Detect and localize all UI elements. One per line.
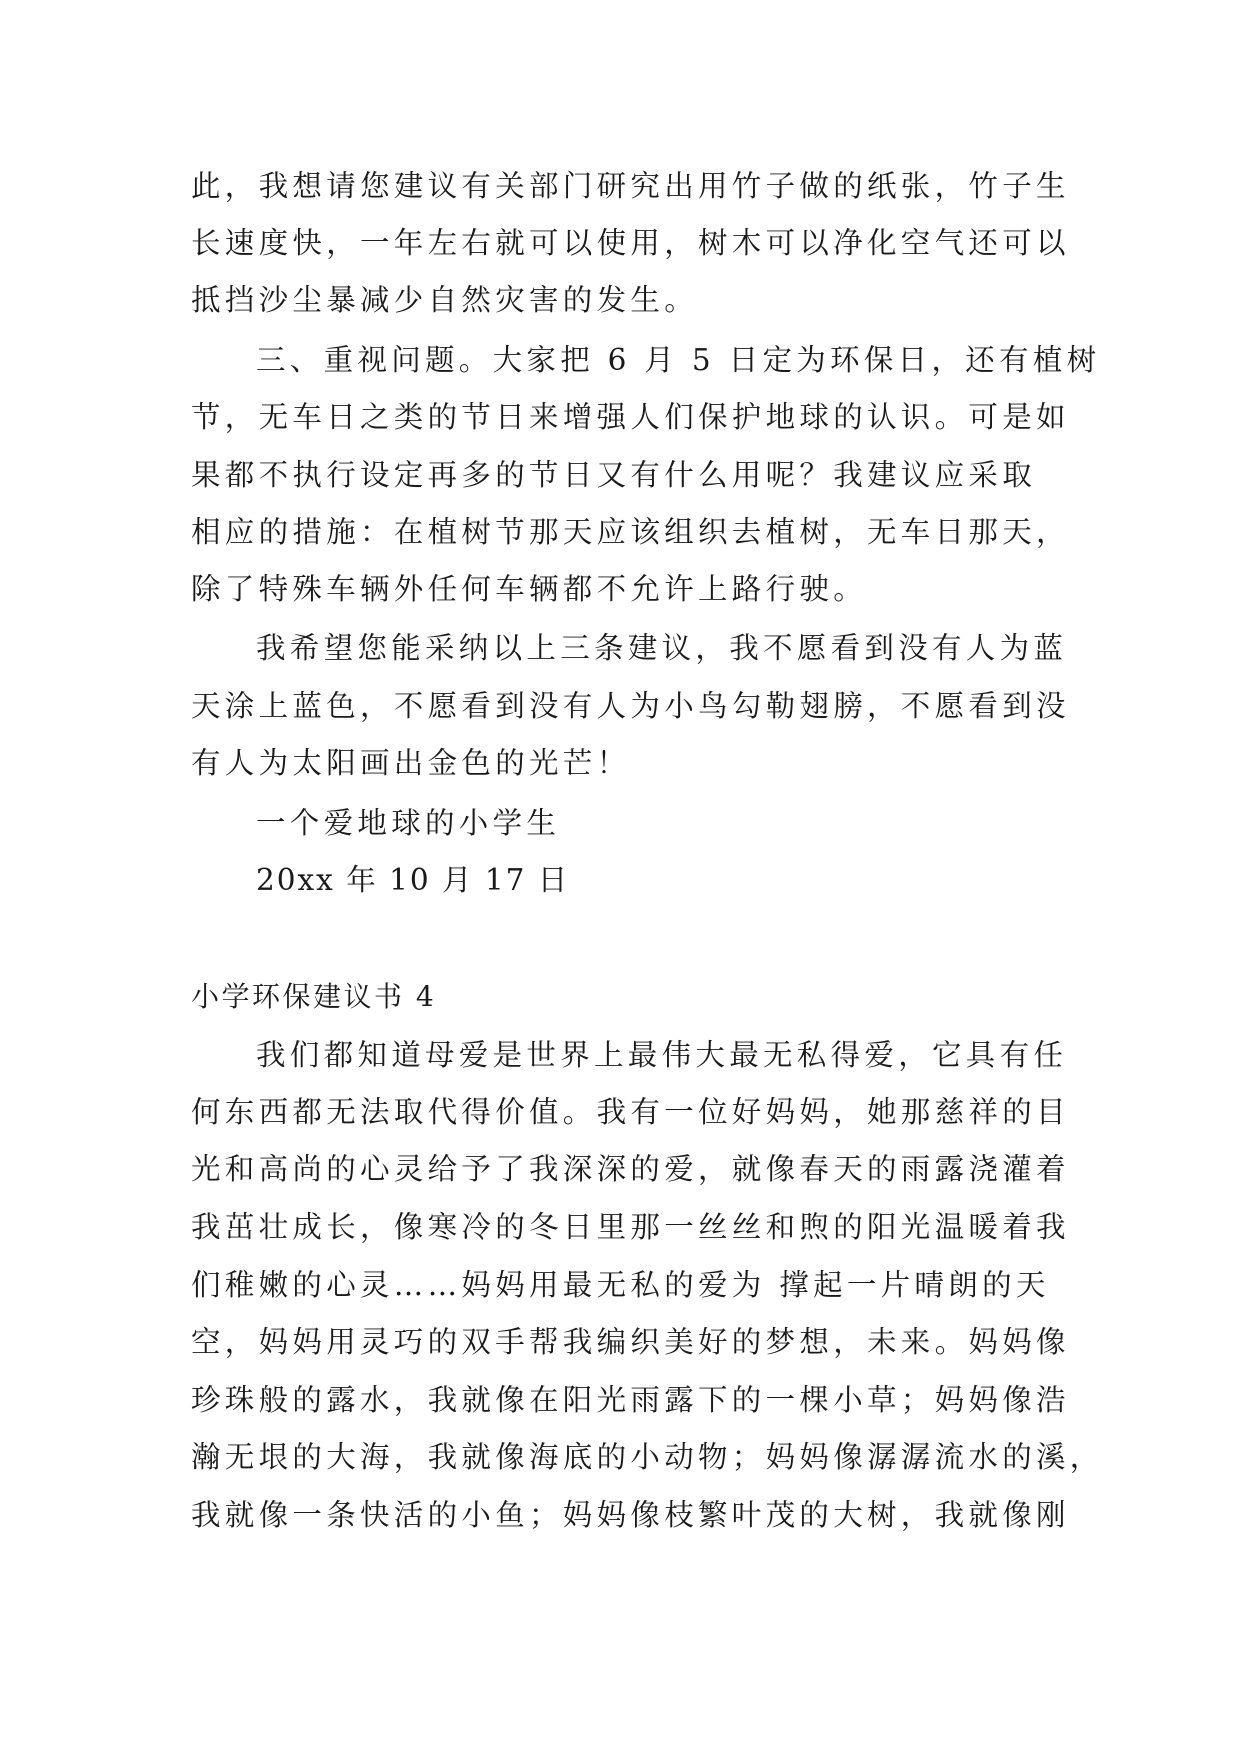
body-text-line: 抵挡沙尘暴减少自然灾害的发生。	[191, 283, 699, 317]
body-text-line: 我就像一条快活的小鱼；妈妈像枝繁叶茂的大树，我就像刚	[191, 1498, 1070, 1532]
body-text-line: 除了特殊车辆外任何车辆都不允许上路行驶。	[191, 572, 868, 606]
body-text-line: 长速度快，一年左右就可以使用，树木可以净化空气还可以	[191, 226, 1070, 260]
signature-line: 一个爱地球的小学生	[256, 806, 561, 840]
section-title: 小学环保建议书 4	[191, 980, 437, 1013]
date-line: 20xx 年 10 月 17 日	[256, 863, 570, 897]
body-text-line: 们稚嫩的心灵……妈妈用最无私的爱为 撑起一片晴朗的天	[191, 1268, 1050, 1302]
body-text-line: 天涂上蓝色，不愿看到没有人为小鸟勾勒翅膀，不愿看到没	[191, 689, 1070, 723]
paragraph-first-line: 我们都知道母爱是世界上最伟大最无私得爱，它具有任	[256, 1038, 1068, 1072]
body-text-line: 节，无车日之类的节日来增强人们保护地球的认识。可是如	[191, 400, 1070, 434]
body-text-line: 空，妈妈用灵巧的双手帮我编织美好的梦想，未来。妈妈像	[191, 1325, 1070, 1359]
body-text-line: 光和高尚的心灵给予了我深深的爱，就像春天的雨露浇灌着	[191, 1152, 1070, 1186]
paragraph-first-line: 我希望您能采纳以上三条建议，我不愿看到没有人为蓝	[256, 631, 1068, 665]
paragraph-first-line: 三、重视问题。大家把 6 月 5 日定为环保日，还有植树	[256, 343, 1101, 377]
body-text-line: 何东西都无法取代得价值。我有一位好妈妈，她那慈祥的目	[191, 1095, 1070, 1129]
body-text-line: 有人为太阳画出金色的光芒！	[191, 746, 631, 780]
body-text-line: 相应的措施：在植树节那天应该组织去植树，无车日那天，	[191, 515, 1070, 549]
body-text-line: 珍珠般的露水，我就像在阳光雨露下的一棵小草；妈妈像浩	[191, 1383, 1070, 1417]
body-text-line: 瀚无垠的大海，我就像海底的小动物；妈妈像潺潺流水的溪，	[191, 1440, 1104, 1474]
body-text-line: 我茁壮成长，像寒冷的冬日里那一丝丝和煦的阳光温暖着我	[191, 1210, 1070, 1244]
body-text-line: 果都不执行设定再多的节日又有什么用呢？我建议应采取	[191, 458, 1037, 492]
body-text-line: 此，我想请您建议有关部门研究出用竹子做的纸张，竹子生	[191, 169, 1070, 203]
